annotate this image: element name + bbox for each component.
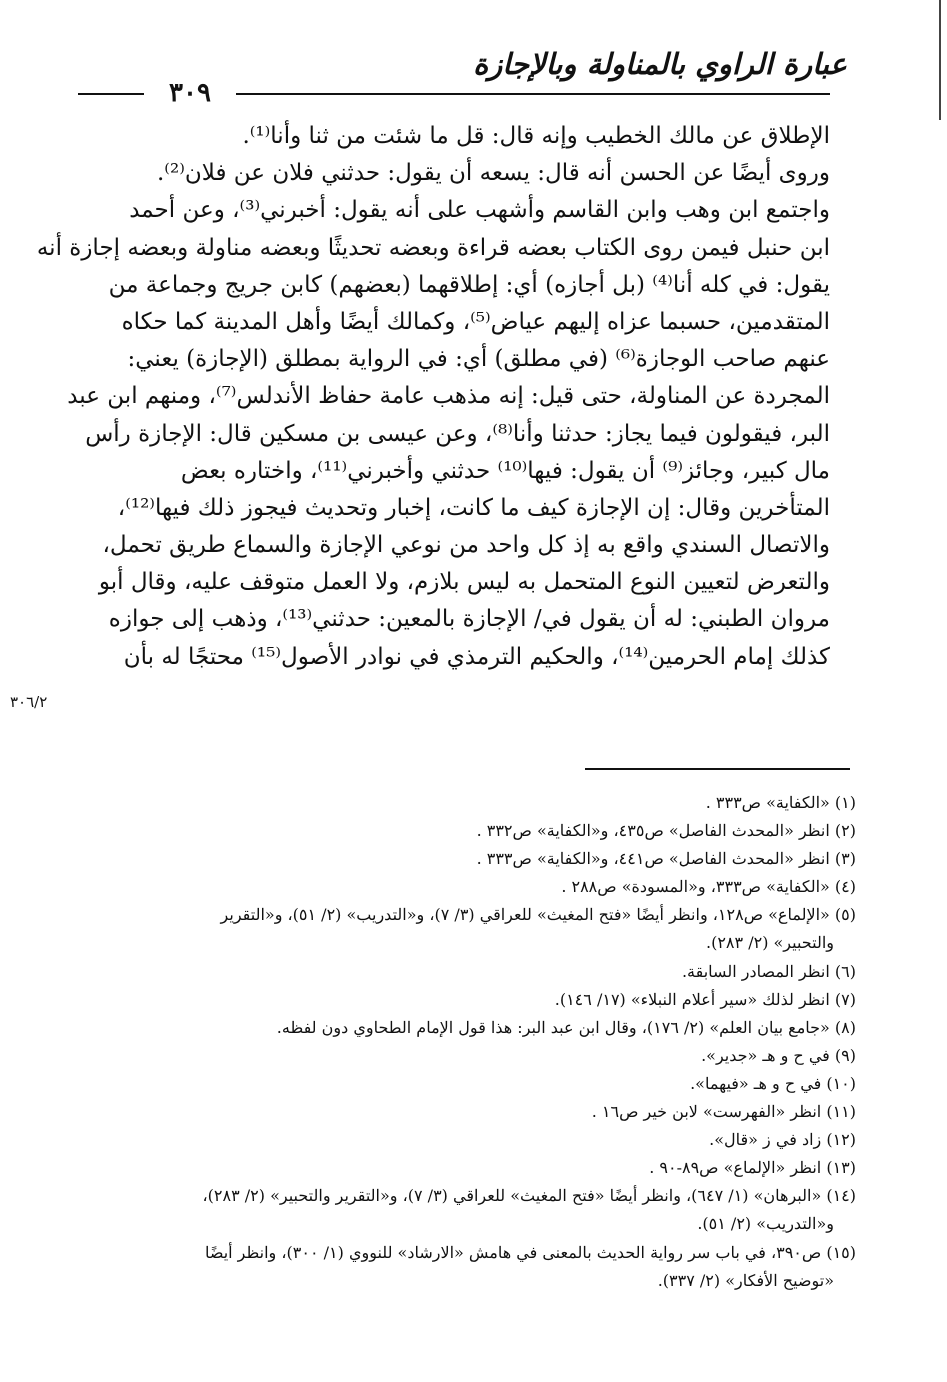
footnote: (١٣) انظر «الإلماع» ص٨٩-٩٠ . <box>649 1158 856 1178</box>
running-header-title: عبارة الراوي بالمناولة وبالإجازة <box>473 47 847 81</box>
body-line: كذلك إمام الحرمين⁽¹⁴⁾، والحكيم الترمذي في نوادر الأصول⁽¹⁵⁾ محتجًا له بأن <box>123 643 830 670</box>
body-line: المتقدمين، حسبما عزاه إليهم عياض⁽⁵⁾، وكمالك أيضًا وأهل المدينة كما حكاه <box>121 308 830 335</box>
footnote: (٨) «جامع بيان العلم» (٢/ ١٧٦)، وقال ابن عبد البر: هذا قول الإمام الطحاوي دون لفظه. <box>276 1017 856 1037</box>
body-line: مال كبير، وجائز⁽⁹⁾ أن يقول: فيها⁽¹⁰⁾ حدثني وأخبرني⁽¹¹⁾، واختاره بعض <box>180 457 830 484</box>
body-line: المتأخرين وقال: إن الإجازة كيف ما كانت، إخبار وتحديث فيجوز ذلك فيها⁽¹²⁾، <box>117 494 830 521</box>
main-text <box>36 118 830 676</box>
footnotes <box>70 789 856 1295</box>
footnote-continuation: و«التدريب» (٢/ ٥١). <box>697 1214 834 1234</box>
body-line: والتعرض لتعيين النوع المتحمل به ليس بلازم، ولا العمل متوقف عليه، وقال أبو <box>98 569 830 596</box>
footnote: (٦) انظر المصادر السابقة. <box>681 961 856 981</box>
footnote-separator <box>585 768 850 770</box>
footnote: (١١) انظر «الفهرست» لابن خير ص١٦ . <box>591 1102 856 1122</box>
footnote: (٥) «الإلماع» ص١٢٨، وانظر أيضًا «فتح المغيث» للعراقي (٣/ ٧)، و«التدريب» (٢/ ٥١)، و«التقرير <box>220 905 856 925</box>
body-line: ابن حنبل فيمن روى الكتاب بعضه قراءة وبعضه تحديثًا وبعضه مناولة وبعضه إجازة أنه <box>36 234 830 261</box>
footnote: (٩) في ح و هـ «جدير». <box>701 1045 856 1065</box>
footnote: (٧) انظر لذلك «سير أعلام النبلاء» (١٧/ ١٤٦). <box>554 989 856 1009</box>
header-rule-left <box>78 93 144 95</box>
page-edge-line <box>939 0 941 120</box>
body-line: يقول: في كله أنا⁽⁴⁾ (بل أجازه) أي: إطلاقهما (بعضهم) كابن جريج وجماعة من <box>108 271 830 298</box>
footnote: (١٠) في ح و هـ «فيهما». <box>690 1073 856 1093</box>
footnote: (١) «الكفاية» ص٣٣٣ . <box>705 793 856 812</box>
footnote: (٢) انظر «المحدث الفاصل» ص٤٣٥، و«الكفاية» ص٣٣٢ . <box>476 821 856 841</box>
footnote: (٣) انظر «المحدث الفاصل» ص٤٤١، و«الكفاية» ص٣٣٣ . <box>476 849 856 869</box>
footnote: (١٤) «البرهان» (١/ ٦٤٧)، وانظر أيضًا «فتح المغيث» للعراقي (٣/ ٧)، و«التقرير والتحبير» (٢/ ٢٨٣)، <box>202 1186 856 1206</box>
body-line: عنهم صاحب الوجازة⁽⁶⁾ (في مطلق) أي: في الرواية بمطلق (الإجازة) يعني: <box>127 346 830 373</box>
header-rule-right <box>236 93 830 95</box>
body-line: الإطلاق عن مالك الخطيب وإنه قال: قل ما شئت من ثنا وأنا⁽¹⁾. <box>242 123 830 149</box>
margin-page-reference: ٣٠٦/٢ <box>10 693 48 711</box>
footnote: (٤) «الكفاية» ص٣٣٣، و«المسودة» ص٢٨٨ . <box>561 877 856 897</box>
body-line: المجردة عن المناولة، حتى قيل: إنه مذهب عامة حفاظ الأندلس⁽⁷⁾، ومنهم ابن عبد <box>67 383 830 410</box>
page-number: ٣٠٩ <box>169 78 211 108</box>
body-line: مروان الطبني: له أن يقول في/ الإجازة بالمعين: حدثني⁽¹³⁾، وذهب إلى جوازه <box>108 606 830 633</box>
footnote-continuation: والتحبير» (٢/ ٢٨٣). <box>706 933 834 953</box>
footnote-continuation: «توضيح الأفكار» (٢/ ٣٣٧). <box>657 1270 834 1290</box>
body-line: البر، فيقولون فيما يجاز: حدثنا وأنا⁽⁸⁾، وعن عيسى بن مسكين قال: الإجازة رأس <box>85 420 830 447</box>
footnote: (١٢) زاد في ز «قال». <box>709 1130 856 1150</box>
footnote: (١٥) ص٣٩٠، في باب سر رواية الحديث بالمعنى في هامش «الارشاد» للنووي (١/ ٣٠٠)، وانظر أيضًا <box>204 1242 856 1262</box>
body-line: وروى أيضًا عن الحسن أنه قال: يسعه أن يقول: حدثني فلان عن فلان⁽²⁾. <box>157 160 830 187</box>
body-line: والاتصال السندي واقع به إذ كل واحد من نوعي الإجازة والسماع طريق تحمل، <box>102 532 830 559</box>
body-line: واجتمع ابن وهب وابن القاسم وأشهب على أنه يقول: أخبرني⁽³⁾، وعن أحمد <box>129 197 830 224</box>
